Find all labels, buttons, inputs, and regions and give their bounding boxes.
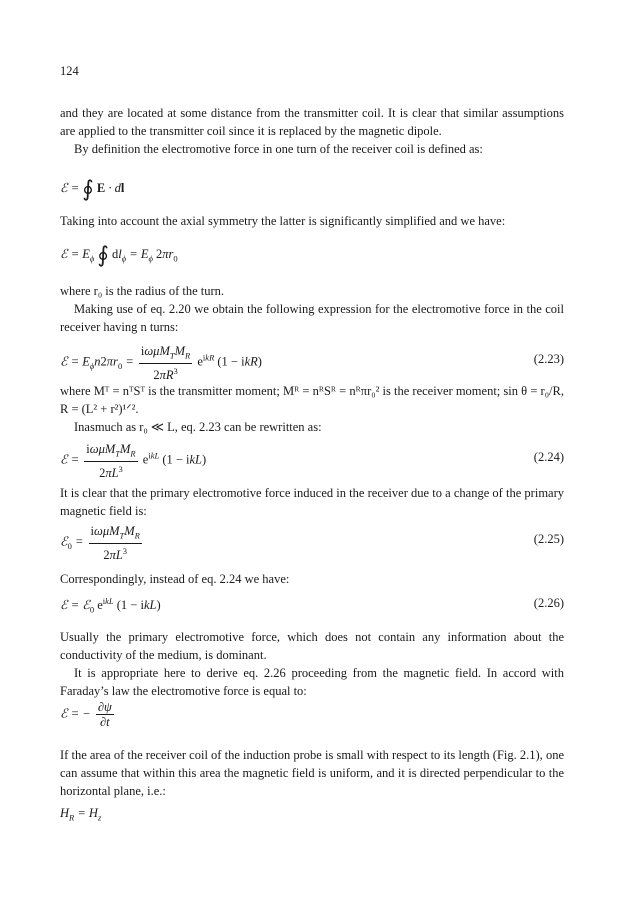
paragraph-6: where Mᵀ = nᵀSᵀ is the transmitter moment; Mᴿ = nᴿSᴿ = nᴿπr₀² is the receiver moment; sin θ = r₀/R, R = (L² + r²)¹ᐟ². [60,384,564,416]
paragraph-9: Correspondingly, instead of eq. 2.24 we have: [60,572,290,586]
equation-2-25: ℰ$_0$ = $\frac{i\omega\mu M_TM_R}{2\pi L^3}$ (2.25) [60,524,564,562]
equation-axial-symmetry: ℰ = $E_\phi$ ∮ $dl_\phi = E_\phi$ $2\pi r_0$ [60,242,178,267]
equation-number-2-26: (2.26) [533,596,564,610]
equation-emf-integral: ℰ = ∮ E · dl [60,176,125,201]
equation-2-24: ℰ = $\frac{i\omega\mu M_TM_R}{2\pi L^3}$ $e^{ikL}$ (1 − ikL) (2.24) [60,442,564,480]
paragraph-3: Taking into account the axial symmetry the latter is significantly simplified and we have: [60,214,506,228]
equation-number-2-24: (2.24) [533,450,564,464]
equation-2-23: ℰ = $E_\phi n2\pi r_0$ = $\frac{i\omega\mu M_TM_R}{2\pi R^3}$ $e^{ikR}$ (1 − ikR) (2.23) [60,344,564,382]
paragraph-5: Making use of eq. 2.20 we obtain the following expression for the electromotive force in the coil receiver having n turns: [60,302,564,334]
paragraph-10: Usually the primary electromotive force, which does not contain any information about the conductivity of the medium, is dominant. [60,630,564,662]
equation-field-uniform: $H_R = H_z$ [60,806,102,823]
paragraph-7: Inasmuch as r₀ ≪ L, eq. 2.23 can be rewritten as: [74,420,322,434]
paragraph-8: It is clear that the primary electromotive force induced in the receiver due to a change of the primary magnetic field is: [60,486,564,518]
paragraph-2: By definition the electromotive force in one turn of the receiver coil is defined as: [74,142,483,156]
paragraph-12: If the area of the receiver coil of the induction probe is small with respect to its length (Fig. 2.1), one can assume that within this area the magnetic field is uniform, and it is directed perpendicular to the horizontal plane, i.e.: [60,748,564,798]
equation-number-2-23: (2.23) [533,352,564,366]
paragraph-4: where r₀ is the radius of the turn. [60,284,225,298]
paragraph-11: It is appropriate here to derive eq. 2.26 proceeding from the magnetic field. In accord with Faraday’s law the electromotive force is equal to: [60,666,564,698]
equation-2-26: ℰ = ℰ$_0$ $e^{ikL}$ (1 − ikL) (2.26) [60,596,564,615]
equation-faraday-law: ℰ = − $\frac{\partial\psi}{\partial t}$ [60,700,112,729]
equation-number-2-25: (2.25) [533,532,564,546]
paragraph-1: and they are located at some distance from the transmitter coil. It is clear that similar assumptions are applied to the transmitter coil since it is replaced by the magnetic dipole. [60,106,564,138]
page-number: 124 [60,64,79,78]
